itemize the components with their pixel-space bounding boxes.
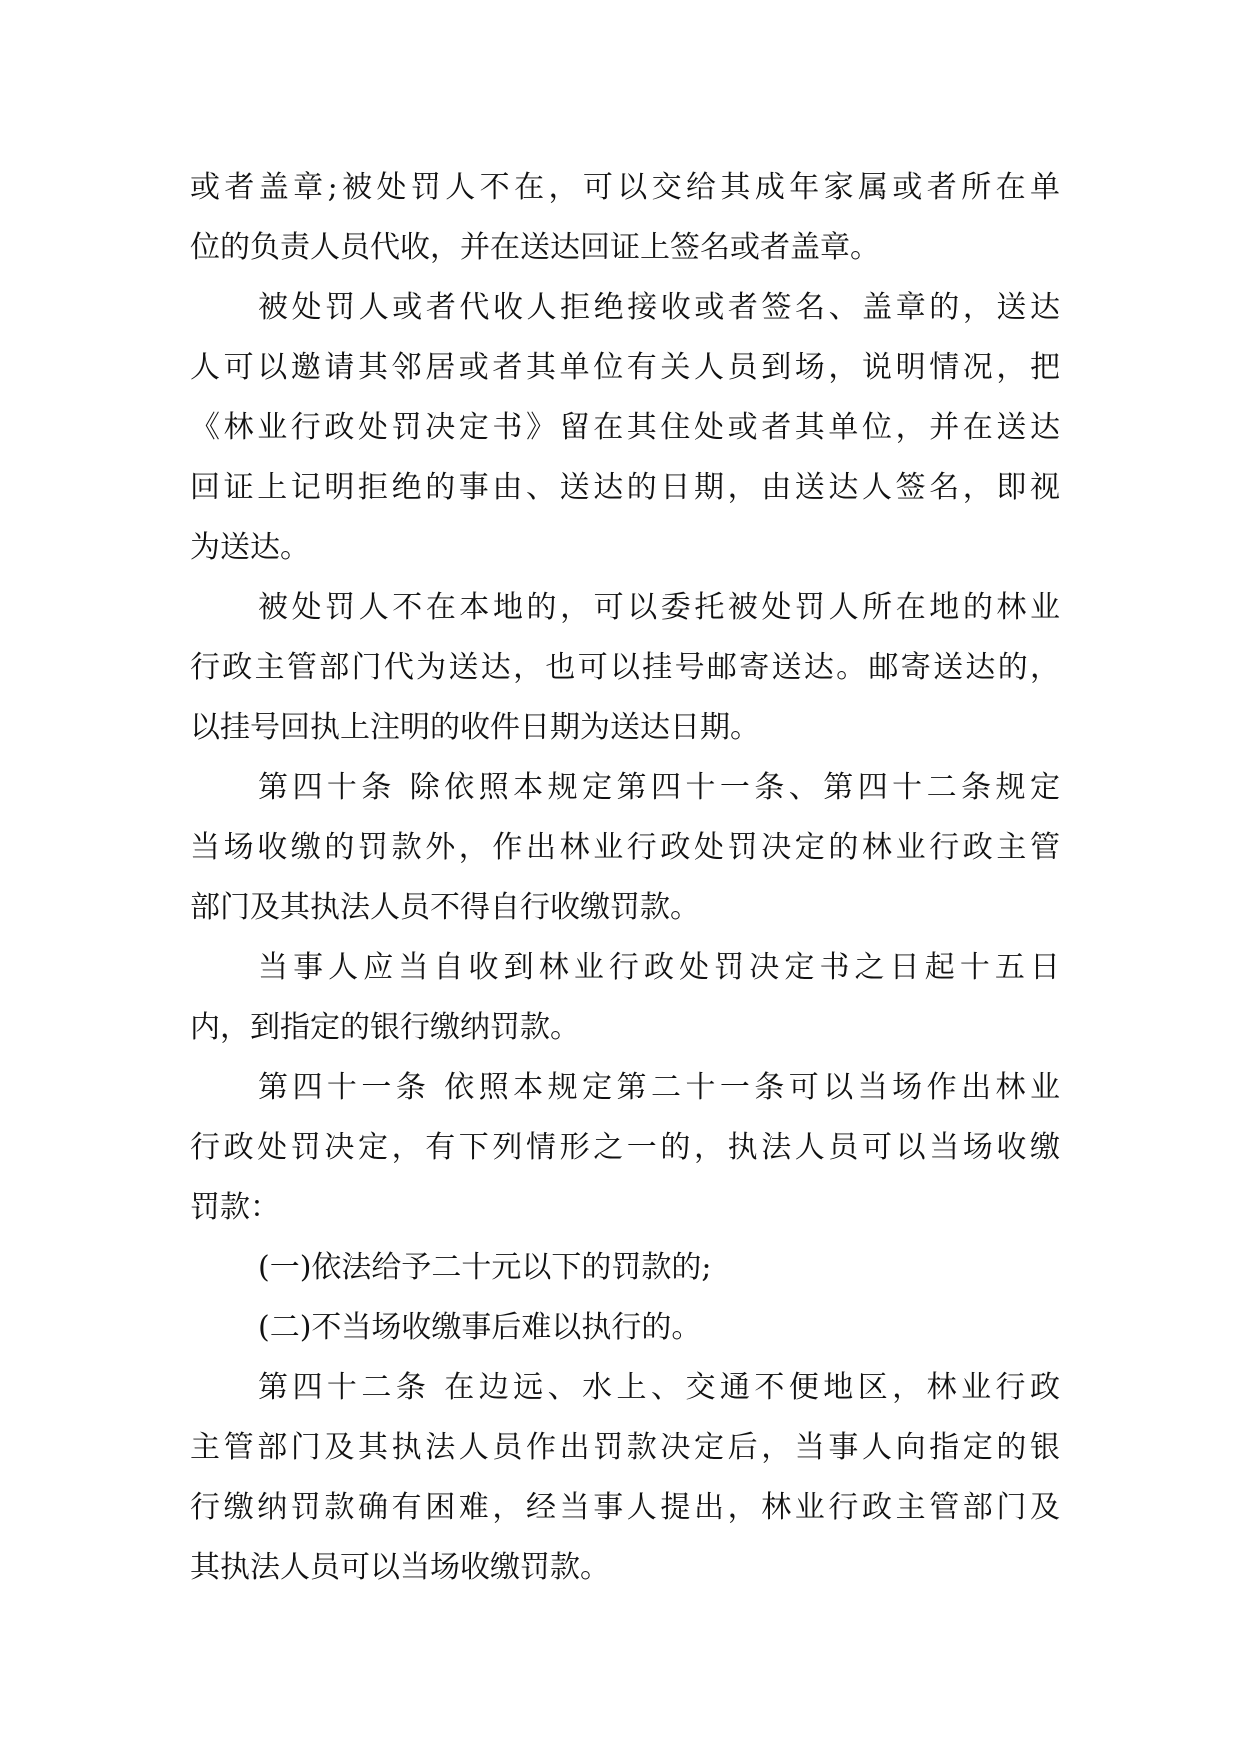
text-line: 《林业行政处罚决定书》留在其住处或者其单位，并在送达 — [190, 410, 1060, 445]
text-line: 部门及其执法人员不得自行收缴罚款。 — [190, 890, 700, 925]
text-line: 被处罚人不在本地的，可以委托被处罚人所在地的林业 — [258, 590, 1060, 625]
text-line: 回证上记明拒绝的事由、送达的日期，由送达人签名，即视 — [190, 470, 1060, 505]
text-line: 内，到指定的银行缴纳罚款。 — [190, 1010, 580, 1045]
text-line: 人可以邀请其邻居或者其单位有关人员到场，说明情况，把 — [190, 350, 1060, 385]
text-line: 为送达。 — [190, 530, 310, 565]
text-line: 行政主管部门代为送达，也可以挂号邮寄送达。邮寄送达的， — [190, 650, 1060, 685]
text-line: 行政处罚决定，有下列情形之一的，执法人员可以当场收缴 — [190, 1130, 1060, 1165]
text-line: 以挂号回执上注明的收件日期为送达日期。 — [190, 710, 760, 745]
text-line: 位的负责人员代收，并在送达回证上签名或者盖章。 — [190, 230, 880, 265]
text-line: 第四十二条 在边远、水上、交通不便地区，林业行政 — [258, 1370, 1060, 1405]
article-41 — [190, 1058, 1060, 1238]
paragraph — [190, 938, 1060, 1058]
paragraph — [190, 158, 1060, 278]
text-line: 第四十一条 依照本规定第二十一条可以当场作出林业 — [258, 1070, 1060, 1105]
list-item — [190, 1238, 1060, 1298]
text-line: (一)依法给予二十元以下的罚款的; — [258, 1250, 712, 1285]
text-line: 其执法人员可以当场收缴罚款。 — [190, 1550, 610, 1585]
text-line: 当场收缴的罚款外，作出林业行政处罚决定的林业行政主管 — [190, 830, 1060, 865]
text-line: 主管部门及其执法人员作出罚款决定后，当事人向指定的银 — [190, 1430, 1060, 1465]
paragraph — [190, 578, 1060, 758]
text-line: 当事人应当自收到林业行政处罚决定书之日起十五日 — [258, 950, 1060, 985]
text-line: 被处罚人或者代收人拒绝接收或者签名、盖章的，送达 — [258, 290, 1060, 325]
article-40 — [190, 758, 1060, 938]
text-line: 行缴纳罚款确有困难，经当事人提出，林业行政主管部门及 — [190, 1490, 1060, 1525]
text-line: 第四十条 除依照本规定第四十一条、第四十二条规定 — [258, 770, 1060, 805]
list-item — [190, 1298, 1060, 1358]
text-line: 或者盖章;被处罚人不在，可以交给其成年家属或者所在单 — [190, 170, 1060, 205]
document-body — [190, 158, 1060, 1598]
article-42 — [190, 1358, 1060, 1598]
text-line: 罚款： — [190, 1190, 280, 1225]
paragraph — [190, 278, 1060, 578]
text-line: (二)不当场收缴事后难以执行的。 — [258, 1310, 702, 1345]
